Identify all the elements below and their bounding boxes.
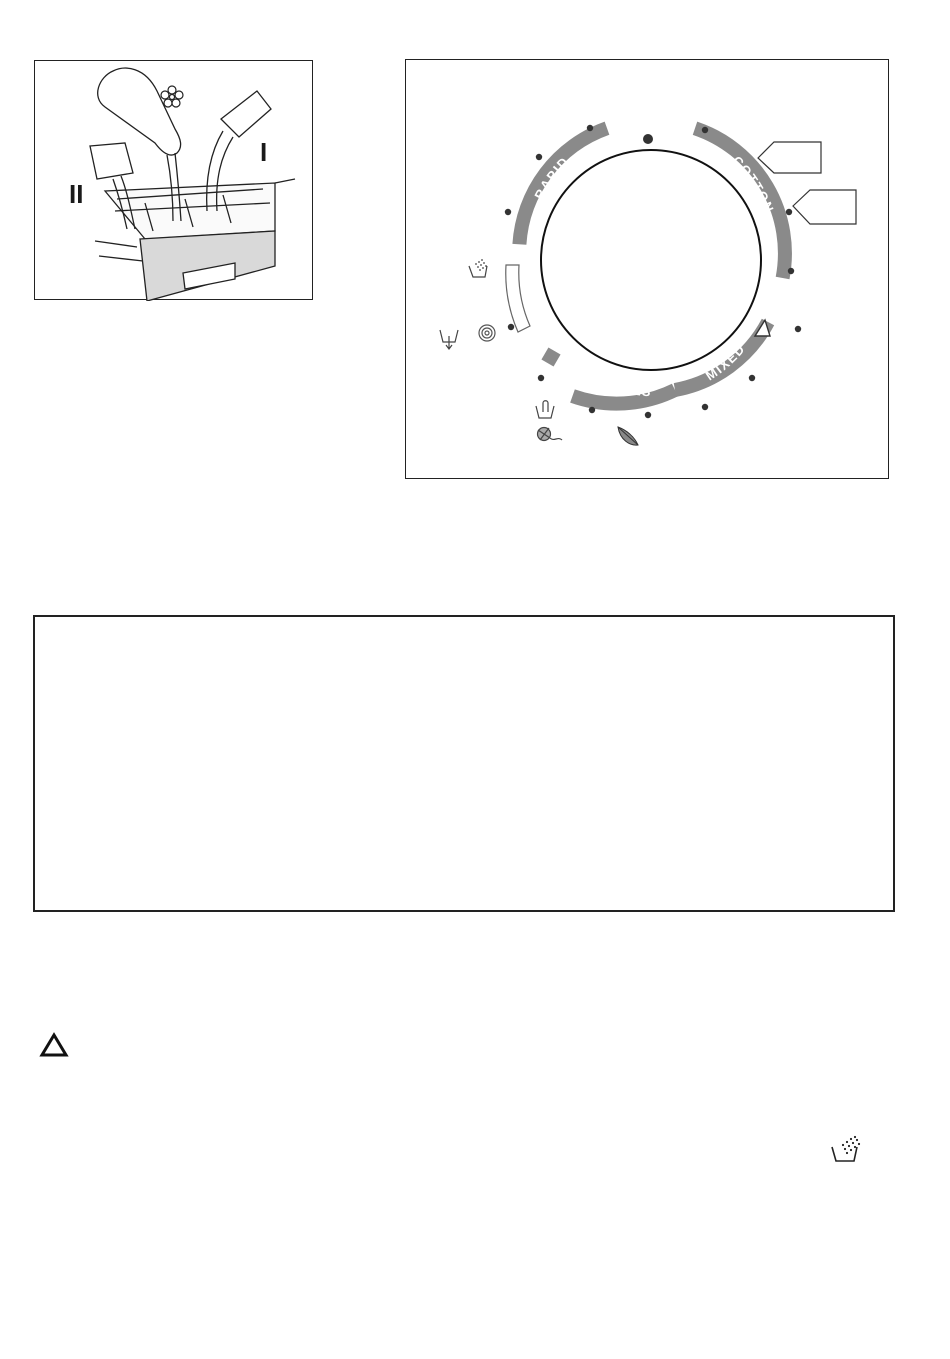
hand-wash-icon	[536, 401, 554, 418]
warning-triangle-icon	[39, 1032, 69, 1058]
programme-label-delicates: DELICATES	[573, 360, 653, 400]
flower-icon	[161, 86, 183, 107]
dial-knob[interactable]	[541, 150, 761, 370]
detergent-drawer-figure	[34, 60, 313, 300]
rinse-spin-band	[506, 265, 530, 332]
compartment-label-ii: II	[69, 179, 84, 209]
spin-icon	[479, 325, 495, 341]
programme-dial	[406, 60, 890, 480]
feather-icon	[618, 427, 638, 445]
delicates-marker	[541, 347, 560, 366]
temperature-tag-lower	[793, 190, 856, 224]
drain-icon	[440, 330, 458, 349]
cotton-boll-icon	[706, 149, 720, 163]
rinse-icon	[469, 259, 487, 277]
rinse-icon	[829, 1135, 863, 1165]
programme-label-mixed: MIXED	[702, 340, 749, 384]
empty-content-frame	[33, 615, 895, 912]
programme-label-rapid: RAPID	[531, 153, 573, 202]
programme-label-cotton: COTTON	[729, 152, 778, 216]
programme-dial-figure	[405, 59, 889, 479]
compartment-label-i: I	[260, 137, 268, 167]
temperature-tag-upper	[758, 142, 821, 173]
wool-icon	[538, 428, 563, 441]
